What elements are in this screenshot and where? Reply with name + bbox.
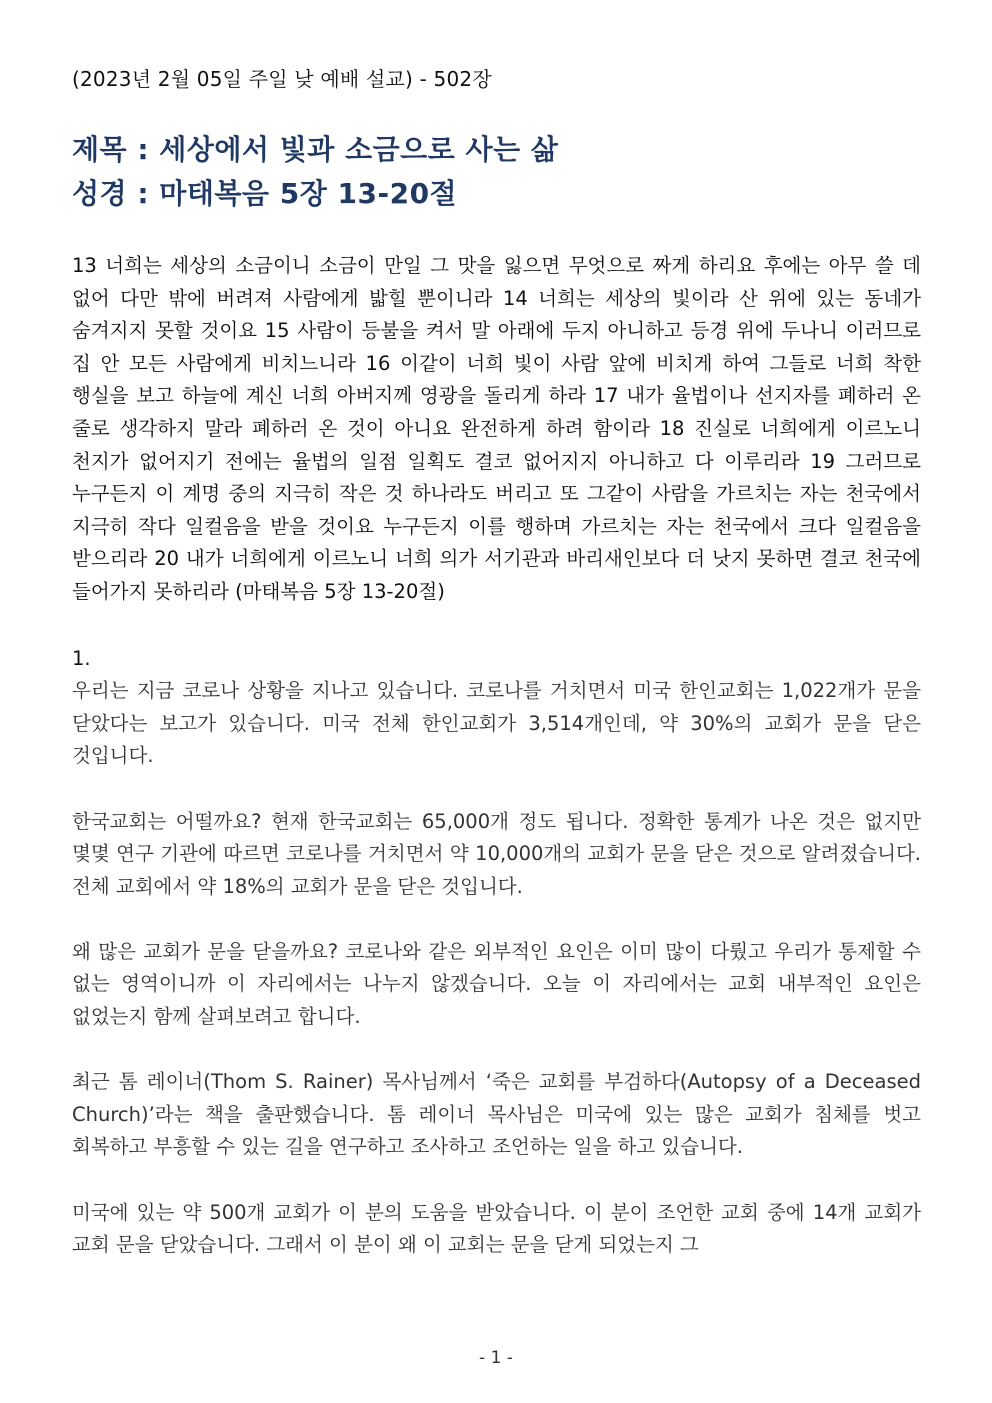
page-number: - 1 - [479, 1348, 513, 1368]
document-page [72, 62, 921, 1294]
section-number: 1. [72, 646, 91, 670]
paragraph: 왜 많은 교회가 문을 닫을까요? 코로나와 같은 외부적인 요인은 이미 많이 다뤘고 우리가 통제할 수 없는 영역이니까 이 자리에서는 나누지 않겠습니다. 오늘 이 자리에서는 교회 내부적인 요인은 없었는지 함께 살펴보려고 합니다. [72, 939, 921, 1029]
paragraph: 미국에 있는 약 500개 교회가 이 분의 도움을 받았습니다. 이 분이 조언한 교회 중에 14개 교회가 교회 문을 닫았습니다. 그래서 이 분이 왜 이 교회는 문을 닫게 되었는지 그 [72, 1200, 921, 1257]
paragraph: 우리는 지금 코로나 상황을 지나고 있습니다. 코로나를 거치면서 미국 한인교회는 1,022개가 문을 닫았다는 보고가 있습니다. 미국 전체 한인교회가 3,514개인데, 약 30%의 교회가 문을 닫은 것입니다. [72, 679, 921, 768]
scripture-reference: 성경 : 마태복음 5장 13-20절 [72, 177, 458, 210]
sermon-header: (2023년 2월 05일 주일 낮 예배 설교) - 502장 [72, 67, 492, 91]
paragraph: 한국교회는 어떨까요? 현재 한국교회는 65,000개 정도 됩니다. 정확한 통계가 나온 것은 없지만 몇몇 연구 기관에 따르면 코로나를 거치면서 약 10,000개의 교회가 문을 닫은 것으로 알려졌습니다. 전체 교회에서 약 18%의 교회가 문을 닫은 것입니다. [72, 809, 921, 898]
paragraph: 최근 톰 레이너(Thom S. Rainer) 목사님께서 ‘죽은 교회를 부검하다(Autopsy of a Deceased Church)’라는 책을 출판했습니다. 톰 레이너 목사님은 미국에 있는 많은 교회가 침체를 벗고 회복하고 부흥할 수 있는 길을 연구하고 조사하고 조언하는 일을 하고 있습니다. [72, 1070, 921, 1159]
scripture-passage: 13 너희는 세상의 소금이니 소금이 만일 그 맛을 잃으면 무엇으로 짜게 하리요 후에는 아무 쓸 데 없어 다만 밖에 버려져 사람에게 밟힐 뿐이니라 14 너희는 세상의 빛이라 산 위에 있는 동네가 숨겨지지 못할 것이요 15 사람이 등불을 켜서 말 아래에 두지 아니하고 등경 위에 두나니 이러므로 집 안 모든 사람에게 비치느니라 16 이같이 너희 빛이 사람 앞에 비치게 하여 그들로 너희 착한 행실을 보고 하늘에 계신 너희 아버지께 영광을 돌리게 하라 17 내가 율법이나 선지자를 폐하러 온 줄로 생각하지 말라 폐하러 온 것이 아니요 완전하게 하려 함이라 18 진실로 너희에게 이르노니 천지가 없어지기 전에는 율법의 일점 일획도 결코 없어지지 아니하고 다 이루리라 19 그러므로 누구든지 이 계명 중의 지극히 작은 것 하나라도 버리고 또 그같이 사람을 가르치는 자는 천국에서 지극히 작다 일컬음을 받을 것이요 누구든지 이를 행하며 가르치는 자는 천국에서 크다 일컬음을 받으리라 20 내가 너희에게 이르노니 너희 의가 서기관과 바리새인보다 더 낫지 못하면 결코 천국에 들어가지 못하리라 (마태복음 5장 13-20절) [72, 254, 921, 603]
sermon-title: 제목 : 세상에서 빛과 소금으로 사는 삶 [72, 133, 559, 166]
